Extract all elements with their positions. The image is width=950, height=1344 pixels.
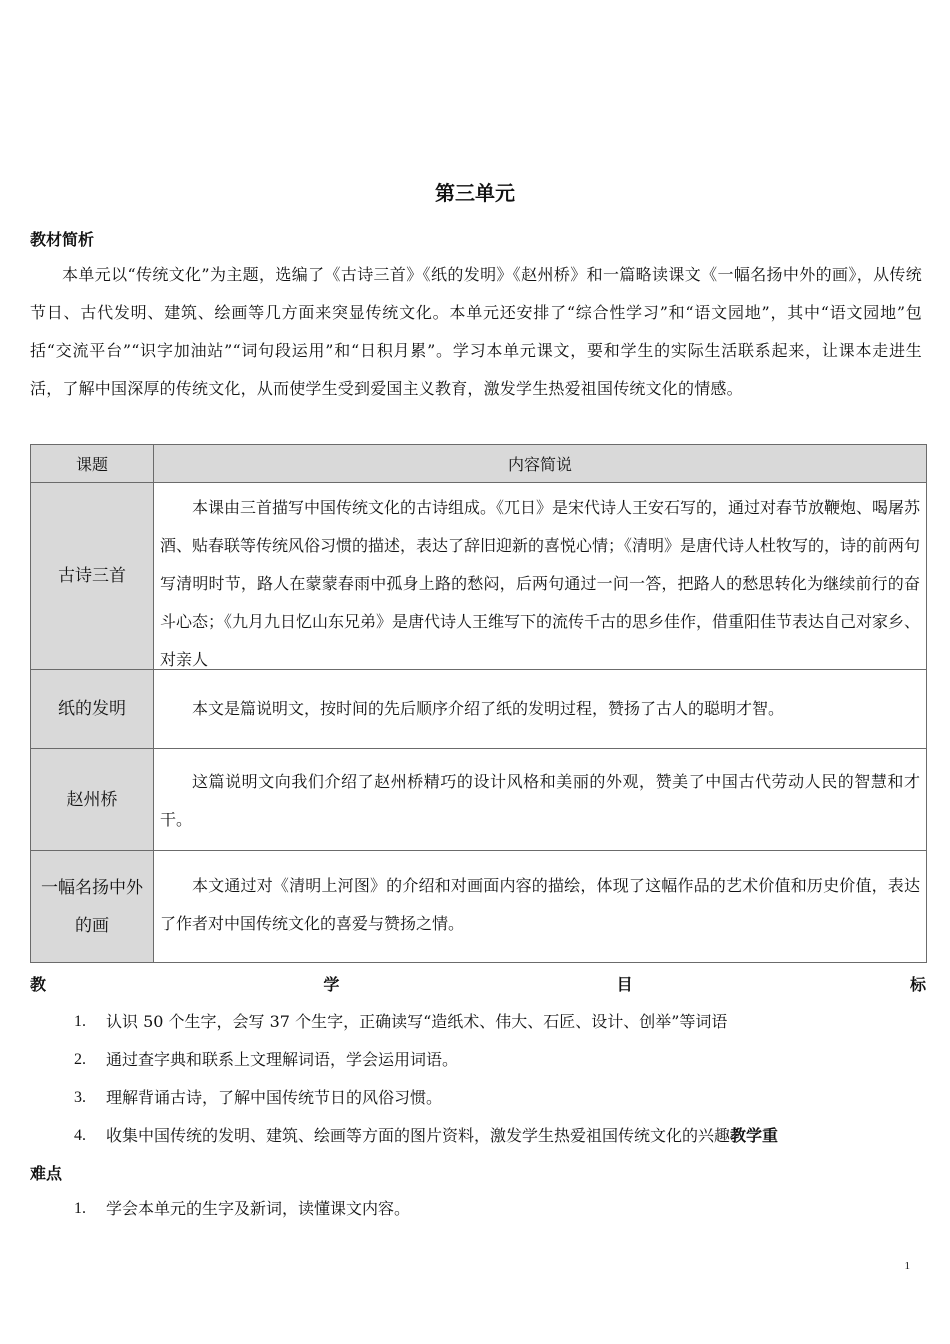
lesson-name: 古诗三首 <box>31 483 154 670</box>
lesson-description: 本课由三首描写中国传统文化的古诗组成。《兀日》是宋代诗人王安石写的，通过对春节放鞭炮、喝屠苏酒、贴春联等传统风俗习惯的描述，表达了辞旧迎新的喜悦心情；《清明》是唐代诗人杜牧写的，诗的前两句写清明时节，路人在蒙蒙春雨中孤身上路的愁闷，后两句通过一问一答，把路人的愁思转化为继续前行的奋斗心态；《九月九日忆山东兄弟》是唐代诗人王维写下的流传千古的思乡佳作，借重阳佳节表达自己对家乡、对亲人 <box>160 498 921 669</box>
table-row <box>31 670 927 749</box>
table-row <box>31 851 927 963</box>
page-number: 1 <box>904 1260 910 1272</box>
difficulties-list <box>30 1190 922 1228</box>
lesson-name: 纸的发明 <box>31 670 154 749</box>
list-item <box>30 1079 922 1117</box>
table-header-row <box>31 445 927 483</box>
list-number: 1. <box>74 1200 86 1217</box>
difficulties-heading: 教学重 <box>730 1126 779 1145</box>
list-item-text: 通过查字典和联系上文理解词语，学会运用词语。 <box>106 1050 459 1069</box>
list-number: 1. <box>74 1013 86 1030</box>
list-item-text: 认识 50 个生字，会写 37 个生字，正确读写“造纸术、伟大、石匠、设计、创举”等词语 <box>106 1012 728 1031</box>
intro-heading: 教材简析 <box>30 230 95 249</box>
list-number: 4. <box>74 1127 86 1144</box>
intro-paragraph: 本单元以“传统文化”为主题，选编了《古诗三首》《纸的发明》《赵州桥》和一篇略读课文《一幅名扬中外的画》，从传统节日、古代发明、建筑、绘画等几方面来突显传统文化。本单元还安排了“综合性学习”和“语文园地”，其中“语文园地”包括“交流平台”“识字加油站”“词句段运用”和“日积月累”。学习本单元课文，要和学生的实际生活联系起来，让课本走进生活，了解中国深厚的传统文化，从而使学生受到爱国主义教育，激发学生热爱祖国传统文化的情感。 <box>30 265 922 398</box>
lesson-description: 这篇说明文向我们介绍了赵州桥精巧的设计风格和美丽的外观，赞美了中国古代劳动人民的智慧和才干。 <box>160 772 920 829</box>
lesson-name: 一幅名扬中外的画 <box>31 851 154 963</box>
lesson-summary-table <box>30 444 927 963</box>
lesson-name: 赵州桥 <box>31 749 154 851</box>
table-header-description: 内容简说 <box>154 445 927 483</box>
list-item <box>30 1041 922 1079</box>
list-item <box>30 1190 922 1228</box>
goals-heading <box>30 974 926 996</box>
list-item-text: 收集中国传统的发明、建筑、绘画等方面的图片资料，激发学生热爱祖国传统文化的兴趣 <box>106 1126 731 1145</box>
list-item-text: 学会本单元的生字及新词，读懂课文内容。 <box>106 1199 411 1218</box>
goals-heading-char: 教 <box>30 975 47 994</box>
lesson-description: 本文通过对《清明上河图》的介绍和对画面内容的描绘，体现了这幅作品的艺术价值和历史价值，表达了作者对中国传统文化的喜爱与赞扬之情。 <box>160 876 920 933</box>
goals-heading-char: 学 <box>323 975 340 994</box>
goals-heading-char: 标 <box>909 975 926 994</box>
lesson-description: 本文是篇说明文，按时间的先后顺序介绍了纸的发明过程，赞扬了古人的聪明才智。 <box>192 699 785 718</box>
table-row <box>31 483 927 670</box>
list-number: 3. <box>74 1089 86 1106</box>
list-item <box>30 1003 922 1041</box>
page-title: 第三单元 <box>435 181 515 205</box>
table-header-lesson: 课题 <box>31 445 154 483</box>
list-item <box>30 1117 922 1193</box>
goals-list <box>30 1003 922 1193</box>
table-row <box>31 749 927 851</box>
difficulties-heading-continued: 难点 <box>30 1164 63 1183</box>
goals-heading-char: 目 <box>616 975 633 994</box>
list-number: 2. <box>74 1051 86 1068</box>
list-item-text: 理解背诵古诗，了解中国传统节日的风俗习惯。 <box>106 1088 443 1107</box>
